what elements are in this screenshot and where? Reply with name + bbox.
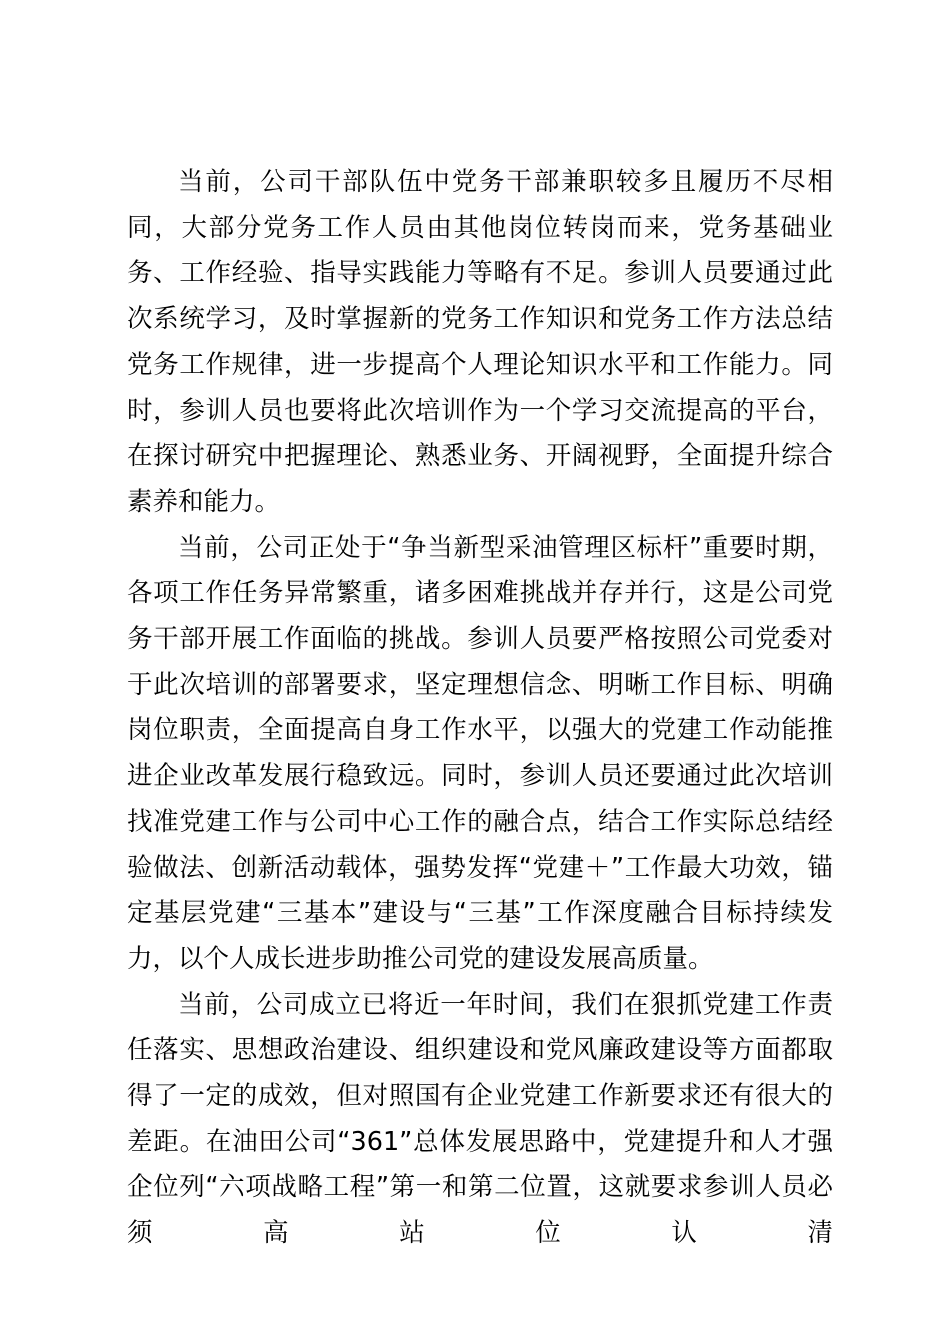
paragraph-3: 当前，公司成立已将近一年时间，我们在狠抓党建工作责任落实、思想政治建设、组织建设和党风廉政建设等方面都取得了一定的成效，但对照国有企业党建工作新要求还有很大的差距。在油田公司“361”总体发展思路中，党建提升和人才强企位列“六项战略工程”第一和第二位置，这就要求参训人员必须高站位认清 [127,989,833,1249]
body-text [127,160,833,1257]
paragraph-1: 当前，公司干部队伍中党务干部兼职较多且履历不尽相同，大部分党务工作人员由其他岗位转岗而来，党务基础业务、工作经验、指导实践能力等略有不足。参训人员要通过此次系统学习，及时掌握新的党务工作知识和党务工作方法总结党务工作规律，进一步提高个人理论知识水平和工作能力。同时，参训人员也要将此次培训作为一个学习交流提高的平台，在探讨研究中把握理论、熟悉业务、开阔视野，全面提升综合素养和能力。 [127,167,833,517]
paragraph-2: 当前，公司正处于“争当新型采油管理区标杆”重要时期，各项工作任务异常繁重，诸多困难挑战并存并行，这是公司党务干部开展工作面临的挑战。参训人员要严格按照公司党委对于此次培训的部署要求，坚定理想信念、明晰工作目标、明确岗位职责，全面提高自身工作水平，以强大的党建工作动能推进企业改革发展行稳致远。同时，参训人员还要通过此次培训找准党建工作与公司中心工作的融合点，结合工作实际总结经验做法、创新活动载体，强势发挥“党建＋”工作最大功效，锚定基层党建“三基本”建设与“三基”工作深度融合目标持续发力，以个人成长进步助推公司党的建设发展高质量。 [127,532,833,974]
